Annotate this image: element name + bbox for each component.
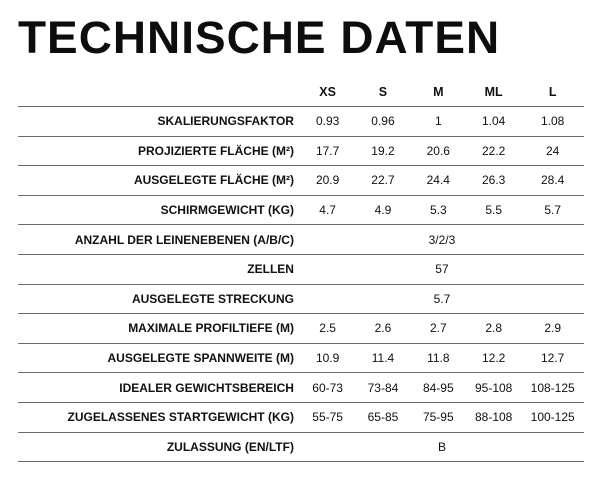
- header-empty: [18, 77, 300, 107]
- table-cell: 22.2: [466, 136, 521, 166]
- table-cell: 73-84: [355, 373, 410, 403]
- table-cell: 75-95: [411, 402, 466, 432]
- table-row: [18, 195, 584, 225]
- table-cell: 5.7: [521, 195, 584, 225]
- row-label: ZELLEN: [18, 254, 300, 284]
- table-cell: 20.6: [411, 136, 466, 166]
- column-header-xs: XS: [300, 77, 355, 107]
- table-cell: 88-108: [466, 402, 521, 432]
- merged-cell: 57: [300, 254, 584, 284]
- merged-cell: 5.7: [300, 284, 584, 314]
- table-cell: 20.9: [300, 166, 355, 196]
- row-label: SKALIERUNGSFAKTOR: [18, 107, 300, 137]
- row-label: AUSGELEGTE FLÄCHE (M²): [18, 166, 300, 196]
- page-title: TECHNISCHE DATEN: [18, 12, 501, 63]
- table-cell: 22.7: [355, 166, 410, 196]
- table-cell: 11.4: [355, 343, 410, 373]
- table-cell: 11.8: [411, 343, 466, 373]
- row-label: IDEALER GEWICHTSBEREICH: [18, 373, 300, 403]
- row-label: ZULASSUNG (EN/LTF): [18, 432, 300, 462]
- table-cell: 108-125: [521, 373, 584, 403]
- table-cell: 17.7: [300, 136, 355, 166]
- table-cell: 0.96: [355, 107, 410, 137]
- table-cell: 100-125: [521, 402, 584, 432]
- row-label: AUSGELEGTE SPANNWEITE (M): [18, 343, 300, 373]
- column-header-l: L: [521, 77, 584, 107]
- table-cell: 2.8: [466, 314, 521, 344]
- table-cell: 28.4: [521, 166, 584, 196]
- table-row: [18, 284, 584, 314]
- merged-cell: 3/2/3: [300, 225, 584, 255]
- table-row: [18, 136, 584, 166]
- table-row: [18, 314, 584, 344]
- table-cell: 12.2: [466, 343, 521, 373]
- table-row: [18, 343, 584, 373]
- table-cell: 1.04: [466, 107, 521, 137]
- column-header-s: S: [355, 77, 410, 107]
- table-cell: 4.9: [355, 195, 410, 225]
- column-header-m: M: [411, 77, 466, 107]
- table-row: [18, 107, 584, 137]
- table-cell: 95-108: [466, 373, 521, 403]
- table-cell: 2.5: [300, 314, 355, 344]
- table-cell: 5.3: [411, 195, 466, 225]
- table-cell: 12.7: [521, 343, 584, 373]
- row-label: MAXIMALE PROFILTIEFE (M): [18, 314, 300, 344]
- table-cell: 26.3: [466, 166, 521, 196]
- table-cell: 2.7: [411, 314, 466, 344]
- column-header-ml: ML: [466, 77, 521, 107]
- table-cell: 24.4: [411, 166, 466, 196]
- table-row: [18, 373, 584, 403]
- table-cell: 10.9: [300, 343, 355, 373]
- table-cell: 19.2: [355, 136, 410, 166]
- table-cell: 2.6: [355, 314, 410, 344]
- table-cell: 5.5: [466, 195, 521, 225]
- table-cell: 84-95: [411, 373, 466, 403]
- spec-table: [18, 77, 584, 462]
- row-label: SCHIRMGEWICHT (KG): [18, 195, 300, 225]
- table-cell: 65-85: [355, 402, 410, 432]
- table-cell: 4.7: [300, 195, 355, 225]
- table-row: [18, 432, 584, 462]
- table-cell: 24: [521, 136, 584, 166]
- table-cell: 2.9: [521, 314, 584, 344]
- table-cell: 0.93: [300, 107, 355, 137]
- table-row: [18, 254, 584, 284]
- table-row: [18, 166, 584, 196]
- table-row: [18, 225, 584, 255]
- row-label: ZUGELASSENES STARTGEWICHT (KG): [18, 402, 300, 432]
- merged-cell: B: [300, 432, 584, 462]
- table-cell: 1.08: [521, 107, 584, 137]
- row-label: PROJIZIERTE FLÄCHE (M²): [18, 136, 300, 166]
- row-label: ANZAHL DER LEINENEBENEN (A/B/C): [18, 225, 300, 255]
- table-cell: 1: [411, 107, 466, 137]
- table-cell: 55-75: [300, 402, 355, 432]
- row-label: AUSGELEGTE STRECKUNG: [18, 284, 300, 314]
- table-row: [18, 402, 584, 432]
- table-cell: 60-73: [300, 373, 355, 403]
- table-header-row: [18, 77, 584, 107]
